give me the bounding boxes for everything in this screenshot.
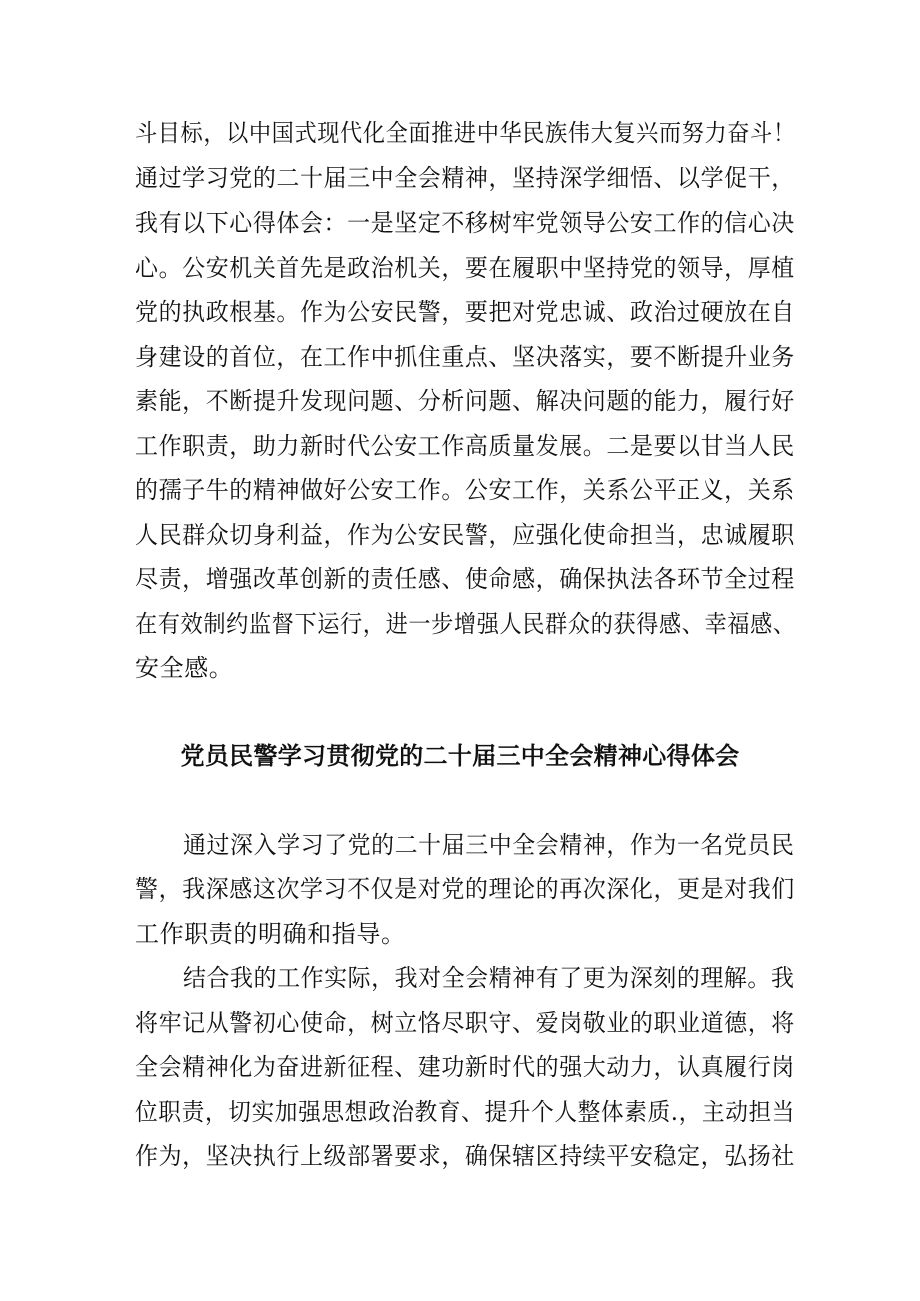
- body-line: 的孺子牛的精神做好公安工作。公安工作，关系公平正义，关系: [135, 476, 795, 504]
- body-line: 结合我的工作实际，我对全会精神有了更为深刻的理解。我: [183, 964, 795, 992]
- body-line: 通过深入学习了党的二十届三中全会精神，作为一名党员民: [183, 831, 795, 859]
- body-line: 素能，不断提升发现问题、分析问题、解决问题的能力，履行好: [135, 387, 795, 415]
- body-line: 将牢记从警初心使命，树立恪尽职守、爱岗敬业的职业道德，将: [135, 1009, 795, 1037]
- body-line: 人民群众切身利益，作为公安民警，应强化使命担当，忠诚履职: [135, 521, 795, 549]
- body-line: 全会精神化为奋进新征程、建功新时代的强大动力，认真履行岗: [135, 1053, 795, 1081]
- body-line: 安全感。: [135, 654, 234, 682]
- body-line: 作为，坚决执行上级部署要求，确保辖区持续平安稳定，弘扬社: [135, 1142, 795, 1170]
- body-line: 身建设的首位，在工作中抓住重点、坚决落实，要不断提升业务: [135, 343, 795, 371]
- body-line: 党的执政根基。作为公安民警，要把对党忠诚、政治过硬放在自: [135, 298, 795, 326]
- body-line: 通过学习党的二十届三中全会精神，坚持深学细悟、以学促干，: [135, 164, 795, 192]
- body-line: 工作职责的明确和指导。: [135, 920, 406, 948]
- body-line: 尽责，增强改革创新的责任感、使命感，确保执法各环节全过程: [135, 565, 795, 593]
- body-line: 心。公安机关首先是政治机关，要在履职中坚持党的领导，厚植: [135, 254, 795, 282]
- body-line: 斗目标，以中国式现代化全面推进中华民族伟大复兴而努力奋斗！: [135, 119, 796, 147]
- body-line: 工作职责，助力新时代公安工作高质量发展。二是要以甘当人民: [135, 432, 795, 460]
- body-line: 警，我深感这次学习不仅是对党的理论的再次深化，更是对我们: [135, 875, 795, 903]
- body-line: 位职责，切实加强思想政治教育、提升个人整体素质.，主动担当: [135, 1098, 796, 1126]
- section-title: 党员民警学习贯彻党的二十届三中全会精神心得体会: [180, 742, 740, 770]
- body-line: 我有以下心得体会：一是坚定不移树牢党领导公安工作的信心决: [135, 209, 795, 237]
- body-line: 在有效制约监督下运行，进一步增强人民群众的获得感、幸福感、: [135, 610, 796, 638]
